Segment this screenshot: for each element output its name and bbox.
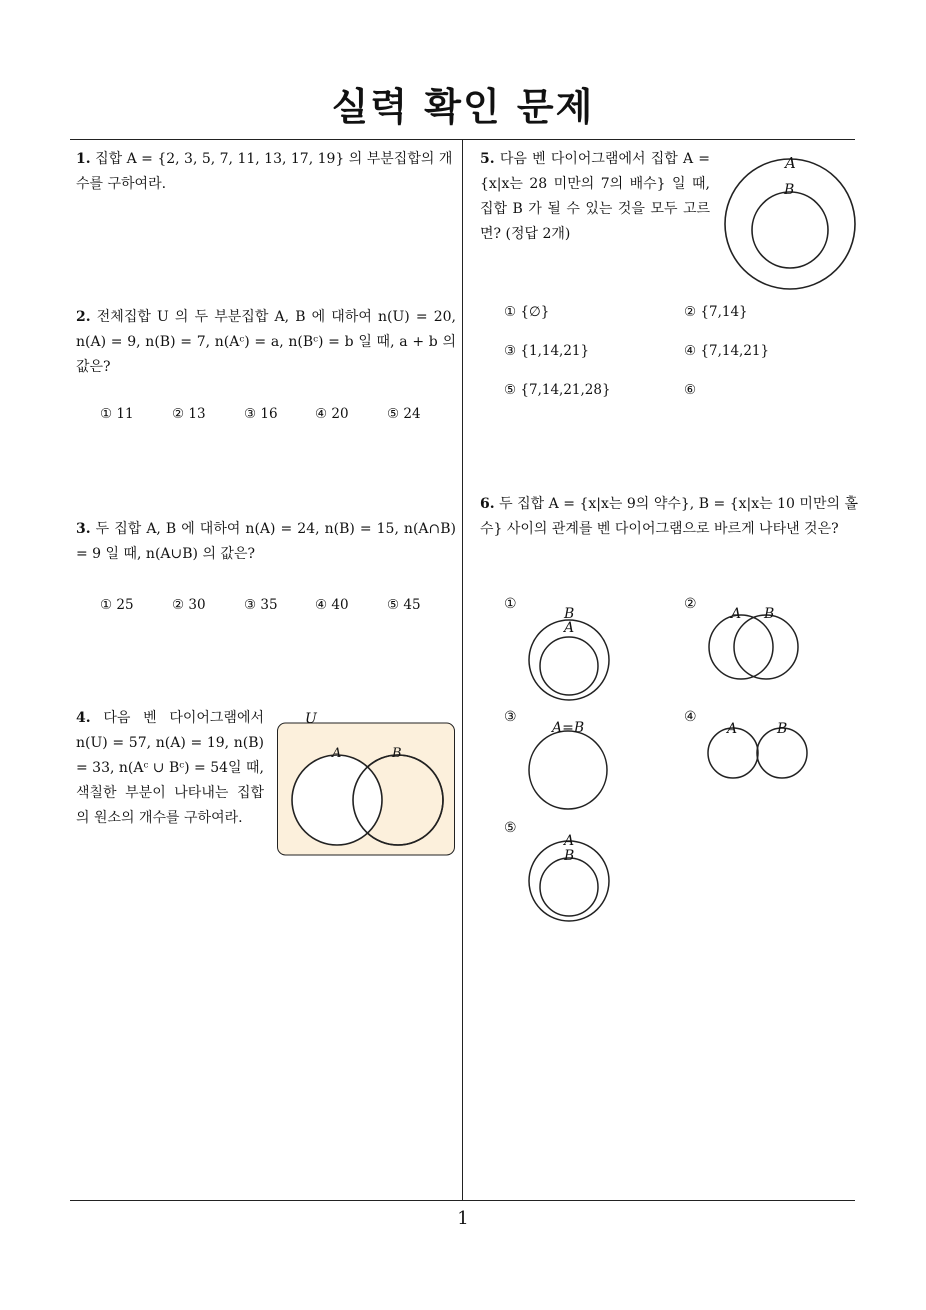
set-b-circle — [734, 615, 798, 679]
question-number: 3. — [76, 521, 91, 537]
choice-2[interactable]: ② {7,14} — [684, 304, 748, 320]
choice-2[interactable]: ② — [684, 596, 697, 612]
choice-4[interactable]: ④ 20 — [315, 406, 349, 422]
venn-option-4 — [703, 725, 813, 795]
label-a: A — [564, 833, 575, 849]
label-a: A — [332, 746, 342, 761]
question-text: 다음 벤 다이어그램에서 집합 A = {x|x는 28 미만의 7의 배수} 일 때, 집합 B 가 될 수 있는 것을 모두 고르면? (정답 2개) — [480, 151, 710, 242]
choice-2[interactable]: ② 13 — [172, 406, 206, 422]
label-a-equals-b: A=B — [552, 720, 585, 736]
choice-6[interactable]: ⑥ — [684, 382, 697, 398]
label-u: U — [305, 711, 317, 727]
question-text: 두 집합 A = {x|x는 9의 약수}, B = {x|x는 10 미만의 홀수} 사이의 관계를 벤 다이어그램으로 바르게 나타낸 것은? — [480, 496, 859, 537]
question-text: 집합 A = {2, 3, 5, 7, 11, 13, 17, 19} 의 부분집합의 개수를 구하여라. — [76, 151, 453, 192]
label-b: B — [564, 848, 575, 864]
question-text: 다음 벤 다이어그램에서 n(U) = 57, n(A) = 19, n(B) = 33, n(Aᶜ ∪ Bᶜ) = 54일 때, 색칠한 부분이 나타내는 집합의 원소의 개수를 구하여라. — [76, 710, 265, 826]
set-a-circle — [540, 637, 598, 695]
question-number: 1. — [76, 151, 91, 167]
question-number: 5. — [480, 151, 495, 167]
set-a-circle — [709, 615, 773, 679]
choice-3[interactable]: ③ 35 — [244, 597, 278, 613]
question-text: 전체집합 U 의 두 부분집합 A, B 에 대하여 n(U) = 20, n(A) = 9, n(B) = 7, n(Aᶜ) = a, n(Bᶜ) = b 일 때, a + b 의 값은? — [76, 309, 456, 375]
set-b-circle — [540, 858, 598, 916]
choice-5[interactable]: ⑤ 45 — [387, 597, 421, 613]
choice-2[interactable]: ② 30 — [172, 597, 206, 613]
venn-diagram-q5 — [723, 158, 863, 298]
set-a-circle — [725, 159, 855, 289]
choice-4[interactable]: ④ — [684, 709, 697, 725]
question-5 — [480, 147, 710, 247]
label-a: A — [731, 606, 742, 622]
choice-4[interactable]: ④ 40 — [315, 597, 349, 613]
choice-1[interactable]: ① — [504, 596, 517, 612]
question-1 — [76, 147, 456, 197]
question-6 — [480, 492, 858, 542]
set-a-circle — [292, 755, 382, 845]
set-b-circle — [752, 192, 828, 268]
choice-5[interactable]: ⑤ {7,14,21,28} — [504, 382, 611, 398]
venn-diagram-q4 — [277, 717, 457, 857]
choice-4[interactable]: ④ {7,14,21} — [684, 343, 770, 359]
label-b: B — [764, 606, 775, 622]
choice-3[interactable]: ③ 16 — [244, 406, 278, 422]
question-text: 두 집합 A, B 에 대하여 n(A) = 24, n(B) = 15, n(A∩B) = 9 일 때, n(A∪B) 의 값은? — [76, 521, 456, 562]
label-a: A — [727, 721, 738, 737]
question-number: 2. — [76, 309, 91, 325]
question-3 — [76, 517, 456, 567]
bottom-rule — [70, 1200, 855, 1201]
venn-option-3 — [524, 728, 614, 818]
page-number: 1 — [457, 1208, 469, 1229]
label-a: A — [564, 620, 575, 636]
column-divider — [462, 139, 463, 1201]
label-b: B — [777, 721, 788, 737]
question-number: 4. — [76, 710, 91, 726]
venn-option-2 — [705, 612, 805, 682]
choice-3[interactable]: ③ — [504, 709, 517, 725]
label-b: B — [784, 182, 795, 198]
page-title: 실력 확인 문제 — [331, 85, 595, 129]
question-4 — [76, 706, 264, 831]
label-a: A — [785, 154, 796, 172]
label-b: B — [564, 606, 575, 622]
choice-5[interactable]: ⑤ — [504, 820, 517, 836]
choice-5[interactable]: ⑤ 24 — [387, 406, 421, 422]
choice-1[interactable]: ① 11 — [100, 406, 134, 422]
choice-3[interactable]: ③ {1,14,21} — [504, 343, 590, 359]
choice-1[interactable]: ① 25 — [100, 597, 134, 613]
label-b: B — [392, 746, 402, 761]
choice-1[interactable]: ① {∅} — [504, 304, 550, 320]
question-2 — [76, 305, 456, 380]
question-number: 6. — [480, 496, 495, 512]
set-a-equals-b-circle — [529, 731, 607, 809]
